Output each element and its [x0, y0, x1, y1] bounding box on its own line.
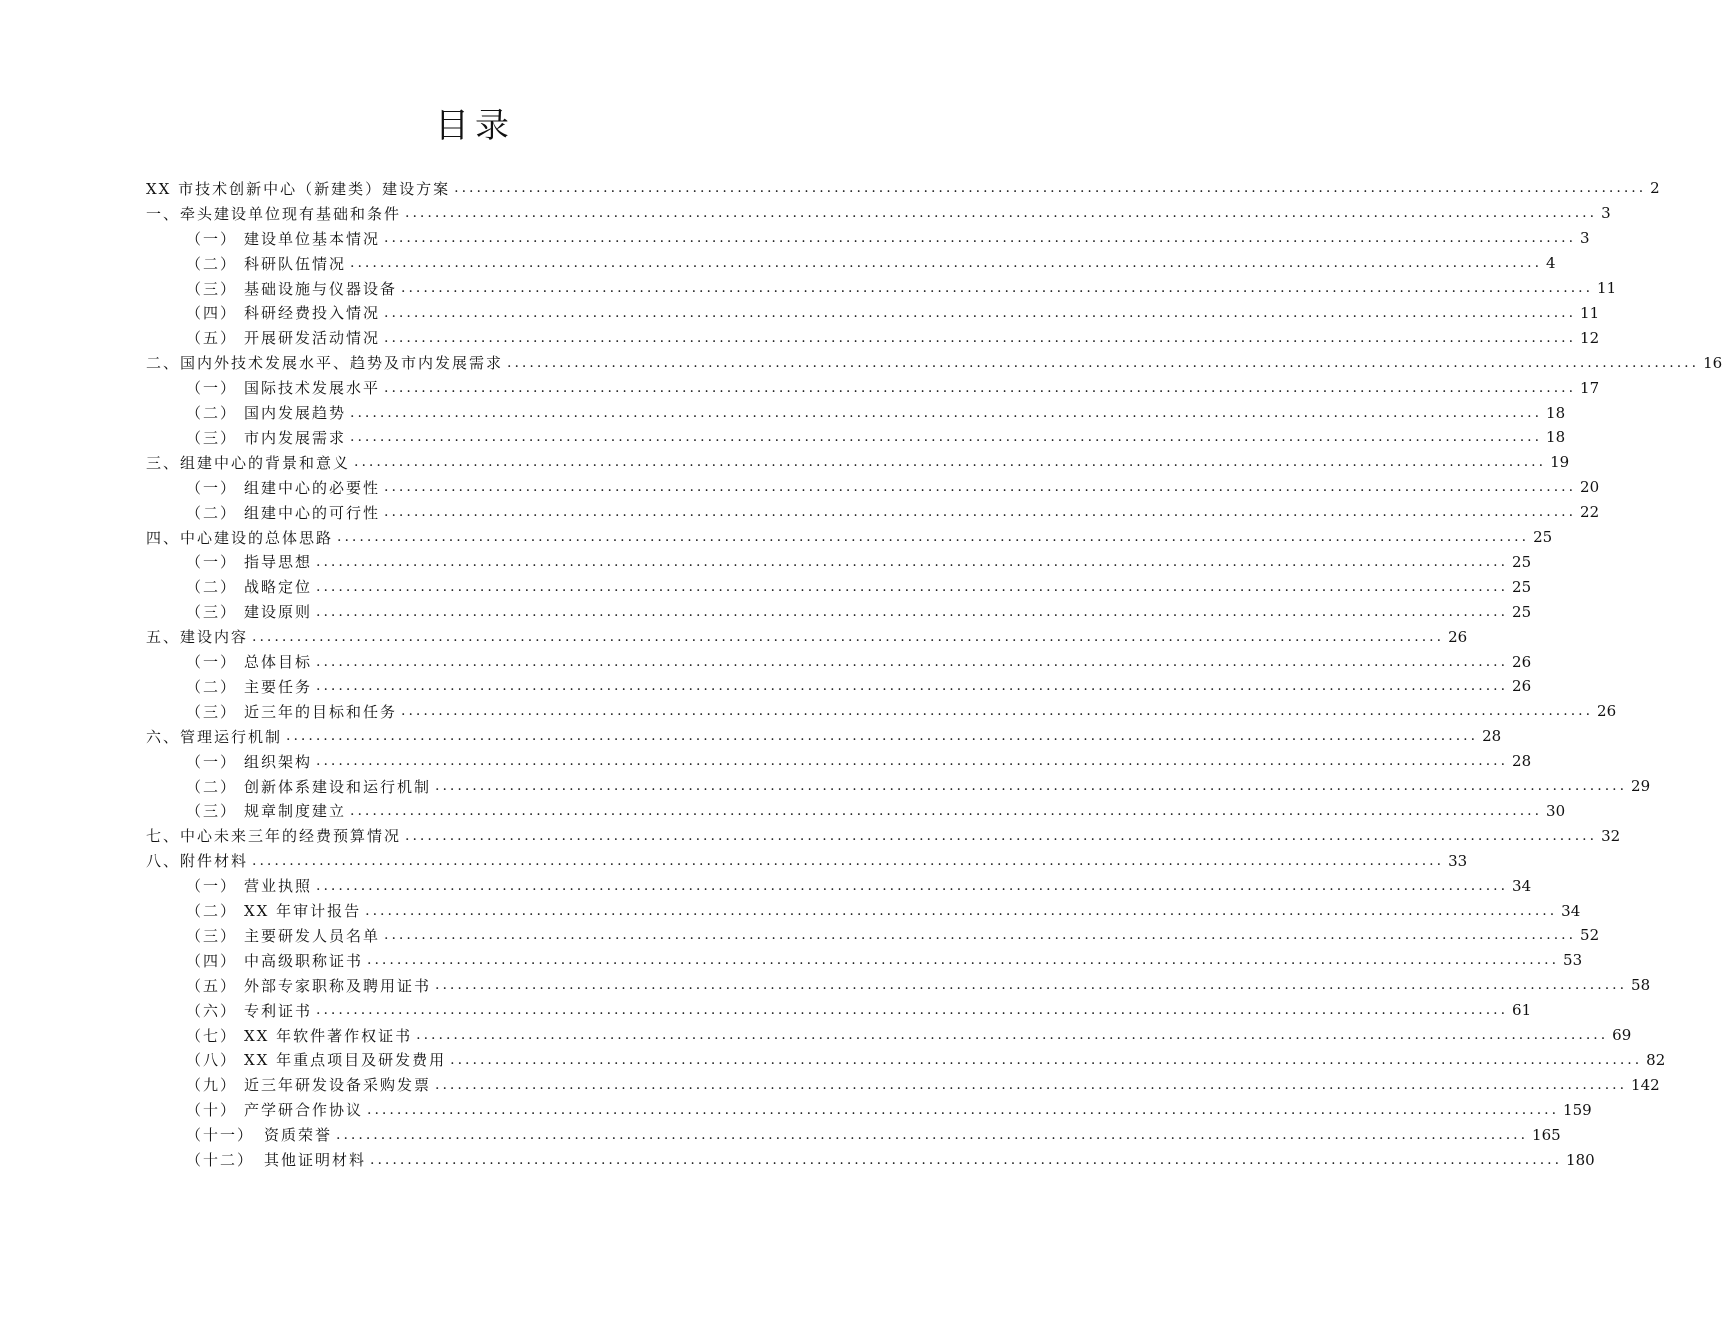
toc-entry-page-number: 20: [1580, 478, 1600, 497]
toc-entry-number: （四）: [186, 951, 238, 970]
toc-entry-number: 八、: [146, 852, 181, 871]
toc-leader-dots: ................................................................................................................................................................: [384, 230, 1577, 247]
toc-entry-page-number: 26: [1512, 677, 1532, 696]
toc-subsection-entry[interactable]: [186, 550, 1532, 575]
toc-section-entry[interactable]: [146, 823, 1621, 848]
toc-leader-dots: ................................................................................................................................................................: [384, 379, 1577, 396]
toc-entry-number: （三）: [186, 802, 238, 821]
toc-entry-title: 基础设施与仪器设备: [244, 279, 398, 298]
toc-entry-number: （一）: [186, 653, 238, 672]
toc-entry-page-number: 18: [1546, 428, 1566, 447]
toc-entry-number: 五、: [146, 628, 181, 647]
toc-entry-number: （三）: [186, 279, 238, 298]
toc-leader-dots: ................................................................................................................................................................: [316, 603, 1509, 620]
toc-subsection-entry[interactable]: [186, 948, 1583, 973]
toc-subsection-entry[interactable]: [186, 375, 1600, 400]
toc-entry-title: 营业执照: [244, 877, 313, 896]
toc-entry-title: 总体目标: [244, 653, 313, 672]
toc-entry-title: 主要研发人员名单: [244, 926, 381, 945]
toc-entry-number: 一、: [146, 204, 181, 223]
toc-leader-dots: ................................................................................................................................................................: [350, 429, 1543, 446]
toc-subsection-entry[interactable]: [186, 674, 1532, 699]
toc-subsection-entry[interactable]: [186, 226, 1590, 251]
toc-entry-page-number: 165: [1532, 1125, 1561, 1144]
toc-section-entry[interactable]: [146, 525, 1553, 550]
toc-subsection-entry[interactable]: [186, 649, 1532, 674]
toc-leader-dots: ................................................................................................................................................................: [454, 180, 1647, 197]
toc-leader-dots: ................................................................................................................................................................: [350, 255, 1543, 272]
toc-entry-number: （三）: [186, 428, 238, 447]
toc-leader-dots: ................................................................................................................................................................: [384, 504, 1577, 521]
toc-entry-page-number: 34: [1561, 901, 1581, 920]
toc-entry-title: 专利证书: [244, 1001, 313, 1020]
toc-leader-dots: ................................................................................................................................................................: [367, 952, 1560, 969]
toc-entry-title: 国内外技术发展水平、趋势及市内发展需求: [180, 354, 504, 373]
toc-leader-dots: ................................................................................................................................................................: [367, 1101, 1560, 1118]
toc-entry-page-number: 22: [1580, 503, 1600, 522]
toc-section-entry[interactable]: [146, 624, 1468, 649]
toc-leader-dots: ................................................................................................................................................................: [286, 728, 1479, 745]
toc-entry-number: 六、: [146, 727, 181, 746]
toc-entry-page-number: 26: [1512, 652, 1532, 671]
toc-entry-title: 组建中心的必要性: [244, 478, 381, 497]
toc-entry-page-number: 58: [1631, 976, 1651, 995]
toc-entry-page-number: 82: [1646, 1050, 1666, 1069]
toc-leader-dots: ................................................................................................................................................................: [370, 1151, 1563, 1168]
toc-entry-title: 科研经费投入情况: [244, 304, 381, 323]
toc-leader-dots: ................................................................................................................................................................: [316, 553, 1509, 570]
toc-entry-title: 外部专家职称及聘用证书: [244, 976, 432, 995]
toc-entry-page-number: 3: [1580, 229, 1590, 248]
toc-entry-number: （一）: [186, 877, 238, 896]
toc-entry-title: 组织架构: [244, 752, 313, 771]
toc-entry-number: （五）: [186, 976, 238, 995]
toc-section-entry[interactable]: [146, 450, 1570, 475]
toc-entry-number: （二）: [186, 503, 238, 522]
toc-leader-dots: ................................................................................................................................................................: [316, 653, 1509, 670]
toc-section-entry[interactable]: [146, 201, 1611, 226]
toc-entry-page-number: 142: [1631, 1075, 1660, 1094]
toc-subsection-entry[interactable]: [186, 301, 1600, 326]
toc-entry-title: 主要任务: [244, 677, 313, 696]
toc-entry-number: （二）: [186, 677, 238, 696]
toc-subsection-entry[interactable]: [186, 251, 1556, 276]
toc-entry-number: 四、: [146, 528, 181, 547]
toc-subsection-entry[interactable]: [186, 1122, 1561, 1147]
toc-entry-page-number: 3: [1601, 204, 1611, 223]
toc-leader-dots: ................................................................................................................................................................: [401, 703, 1594, 720]
toc-entry-page-number: 18: [1546, 403, 1566, 422]
toc-entry-title: 中高级职称证书: [244, 951, 364, 970]
toc-entry-number: （三）: [186, 926, 238, 945]
toc-subsection-entry[interactable]: [186, 873, 1532, 898]
toc-entry-title: 科研队伍情况: [244, 254, 347, 273]
toc-subsection-entry[interactable]: [186, 1097, 1592, 1122]
toc-entry-number: （一）: [186, 229, 238, 248]
toc-entry-number: （十一）: [186, 1126, 255, 1145]
toc-entry-title: 创新体系建设和运行机制: [244, 777, 432, 796]
toc-entry-title: XX 年重点项目及研发费用: [244, 1051, 447, 1070]
toc-entry-page-number: 69: [1612, 1026, 1632, 1045]
toc-entry-number: （三）: [186, 702, 238, 721]
toc-subsection-entry[interactable]: [186, 500, 1600, 525]
toc-entry-page-number: 159: [1563, 1100, 1592, 1119]
toc-subsection-entry[interactable]: [186, 973, 1651, 998]
toc-subsection-entry[interactable]: [186, 1048, 1666, 1073]
toc-subsection-entry[interactable]: [186, 599, 1532, 624]
toc-entry-title: 建设单位基本情况: [244, 229, 381, 248]
toc-entry-title: 管理运行机制: [180, 727, 283, 746]
toc-entry-page-number: 25: [1533, 528, 1553, 547]
toc-entry-title: 组建中心的可行性: [244, 503, 381, 522]
toc-entry-title: XX 年软件著作权证书: [244, 1026, 413, 1045]
toc-entry-title: 牵头建设单位现有基础和条件: [180, 204, 402, 223]
toc-leader-dots: ................................................................................................................................................................: [435, 977, 1628, 994]
toc-subsection-entry[interactable]: [186, 998, 1532, 1023]
toc-entry-number: （八）: [186, 1051, 238, 1070]
toc-entry-title: 规章制度建立: [244, 802, 347, 821]
toc-subsection-entry[interactable]: [186, 923, 1600, 948]
toc-leader-dots: ................................................................................................................................................................: [405, 205, 1598, 222]
toc-section-entry[interactable]: [146, 350, 1722, 375]
toc-leader-dots: ................................................................................................................................................................: [316, 578, 1509, 595]
toc-subsection-entry[interactable]: [186, 799, 1566, 824]
toc-leader-dots: ................................................................................................................................................................: [252, 852, 1445, 869]
toc-entry-page-number: 25: [1512, 577, 1532, 596]
toc-leader-dots: ................................................................................................................................................................: [405, 827, 1598, 844]
toc-leader-dots: ................................................................................................................................................................: [252, 628, 1445, 645]
toc-entry-page-number: 25: [1512, 602, 1532, 621]
toc-entry-number: （十二）: [186, 1151, 255, 1170]
toc-entry-title: 近三年的目标和任务: [244, 702, 398, 721]
toc-subsection-entry[interactable]: [186, 1023, 1632, 1048]
toc-leader-dots: ................................................................................................................................................................: [316, 1002, 1509, 1019]
toc-subsection-entry[interactable]: [186, 1072, 1660, 1097]
toc-leader-dots: ................................................................................................................................................................: [416, 1027, 1609, 1044]
toc-entry-number: （一）: [186, 478, 238, 497]
toc-entry-number: （二）: [186, 777, 238, 796]
toc-entry-page-number: 19: [1550, 453, 1570, 472]
toc-subsection-entry[interactable]: [186, 898, 1581, 923]
toc-entry-page-number: 32: [1601, 826, 1621, 845]
toc-leader-dots: ................................................................................................................................................................: [435, 778, 1628, 795]
toc-subsection-entry[interactable]: [186, 574, 1532, 599]
toc-leader-dots: ................................................................................................................................................................: [507, 354, 1700, 371]
toc-section-entry[interactable]: [146, 848, 1468, 873]
toc-section-entry[interactable]: [146, 724, 1502, 749]
toc-entry-title: XX 市技术创新中心（新建类）建设方案: [146, 179, 451, 198]
toc-leader-dots: ................................................................................................................................................................: [316, 877, 1509, 894]
toc-entry-page-number: 30: [1546, 801, 1566, 820]
toc-subsection-entry[interactable]: [186, 1147, 1595, 1172]
toc-leader-dots: ................................................................................................................................................................: [384, 479, 1577, 496]
toc-subsection-entry[interactable]: [186, 276, 1617, 301]
toc-entry-number: （二）: [186, 254, 238, 273]
toc-entry-number: （二）: [186, 902, 238, 921]
toc-entry-number: （一）: [186, 752, 238, 771]
toc-entry-page-number: 29: [1631, 777, 1651, 796]
toc-entry-page-number: 26: [1597, 702, 1617, 721]
toc-entry-title: 战略定位: [244, 578, 313, 597]
toc-subsection-entry[interactable]: [186, 400, 1566, 425]
toc-subsection-entry[interactable]: [186, 749, 1532, 774]
toc-entry-page-number: 16: [1703, 353, 1722, 372]
toc-entry-page-number: 2: [1650, 179, 1660, 198]
toc-entry-title: XX 年审计报告: [244, 902, 362, 921]
toc-entry-number: 二、: [146, 354, 181, 373]
toc-entry-title: 中心建设的总体思路: [180, 528, 334, 547]
toc-leader-dots: ................................................................................................................................................................: [384, 329, 1577, 346]
toc-entry-title: 国际技术发展水平: [244, 379, 381, 398]
toc-entry-page-number: 34: [1512, 876, 1532, 895]
toc-leader-dots: ................................................................................................................................................................: [350, 404, 1543, 421]
toc-entry-title: 国内发展趋势: [244, 404, 347, 423]
toc-section-entry[interactable]: [146, 176, 1660, 201]
toc-entry-title: 建设原则: [244, 603, 313, 622]
toc-entry-page-number: 26: [1448, 627, 1468, 646]
toc-subsection-entry[interactable]: [186, 325, 1600, 350]
toc-entry-title: 中心未来三年的经费预算情况: [180, 827, 402, 846]
toc-entry-number: （十）: [186, 1101, 238, 1120]
toc-entry-number: （三）: [186, 603, 238, 622]
toc-entry-page-number: 4: [1546, 254, 1556, 273]
toc-entry-title: 其他证明材料: [264, 1151, 367, 1170]
toc-entry-page-number: 11: [1597, 279, 1617, 298]
toc-entry-number: 七、: [146, 827, 181, 846]
toc-leader-dots: ................................................................................................................................................................: [384, 304, 1577, 321]
toc-leader-dots: ................................................................................................................................................................: [316, 753, 1509, 770]
toc-entry-number: （一）: [186, 553, 238, 572]
toc-entry-page-number: 12: [1580, 328, 1600, 347]
toc-entry-number: （五）: [186, 329, 238, 348]
toc-entry-title: 附件材料: [180, 852, 249, 871]
toc-leader-dots: ................................................................................................................................................................: [316, 678, 1509, 695]
toc-subsection-entry[interactable]: [186, 774, 1651, 799]
toc-entry-page-number: 52: [1580, 926, 1600, 945]
toc-leader-dots: ................................................................................................................................................................: [401, 280, 1594, 297]
toc-entry-title: 产学研合作协议: [244, 1101, 364, 1120]
toc-entry-title: 指导思想: [244, 553, 313, 572]
toc-entry-page-number: 17: [1580, 378, 1600, 397]
toc-entry-page-number: 28: [1482, 727, 1502, 746]
toc-leader-dots: ................................................................................................................................................................: [350, 802, 1543, 819]
toc-leader-dots: ................................................................................................................................................................: [435, 1076, 1628, 1093]
toc-entry-number: （六）: [186, 1001, 238, 1020]
toc-entry-page-number: 25: [1512, 552, 1532, 571]
toc-leader-dots: ................................................................................................................................................................: [384, 927, 1577, 944]
toc-entry-title: 组建中心的背景和意义: [180, 453, 351, 472]
toc-entry-title: 资质荣誉: [264, 1126, 333, 1145]
toc-entry-title: 近三年研发设备采购发票: [244, 1076, 432, 1095]
toc-leader-dots: ................................................................................................................................................................: [365, 902, 1558, 919]
toc-subsection-entry[interactable]: [186, 699, 1617, 724]
toc-entry-number: （二）: [186, 404, 238, 423]
toc-entry-page-number: 11: [1580, 303, 1600, 322]
toc-subsection-entry[interactable]: [186, 425, 1566, 450]
toc-entry-number: （七）: [186, 1026, 238, 1045]
toc-entry-page-number: 180: [1566, 1150, 1595, 1169]
toc-entry-number: 三、: [146, 453, 181, 472]
toc-entry-number: （一）: [186, 379, 238, 398]
toc-entry-page-number: 33: [1448, 851, 1468, 870]
toc-leader-dots: ................................................................................................................................................................: [450, 1051, 1643, 1068]
page-title: 目录: [435, 106, 515, 146]
toc-entry-page-number: 61: [1512, 1001, 1532, 1020]
toc-leader-dots: ................................................................................................................................................................: [336, 1126, 1529, 1143]
toc-entry-page-number: 53: [1563, 951, 1583, 970]
toc-entry-title: 建设内容: [180, 628, 249, 647]
toc-entry-number: （四）: [186, 304, 238, 323]
toc-entry-number: （九）: [186, 1076, 238, 1095]
toc-entry-title: 开展研发活动情况: [244, 329, 381, 348]
toc-subsection-entry[interactable]: [186, 475, 1600, 500]
toc-entry-number: （二）: [186, 578, 238, 597]
toc-entry-page-number: 28: [1512, 752, 1532, 771]
toc-leader-dots: ................................................................................................................................................................: [337, 529, 1530, 546]
toc-leader-dots: ................................................................................................................................................................: [354, 454, 1547, 471]
toc-entry-title: 市内发展需求: [244, 428, 347, 447]
